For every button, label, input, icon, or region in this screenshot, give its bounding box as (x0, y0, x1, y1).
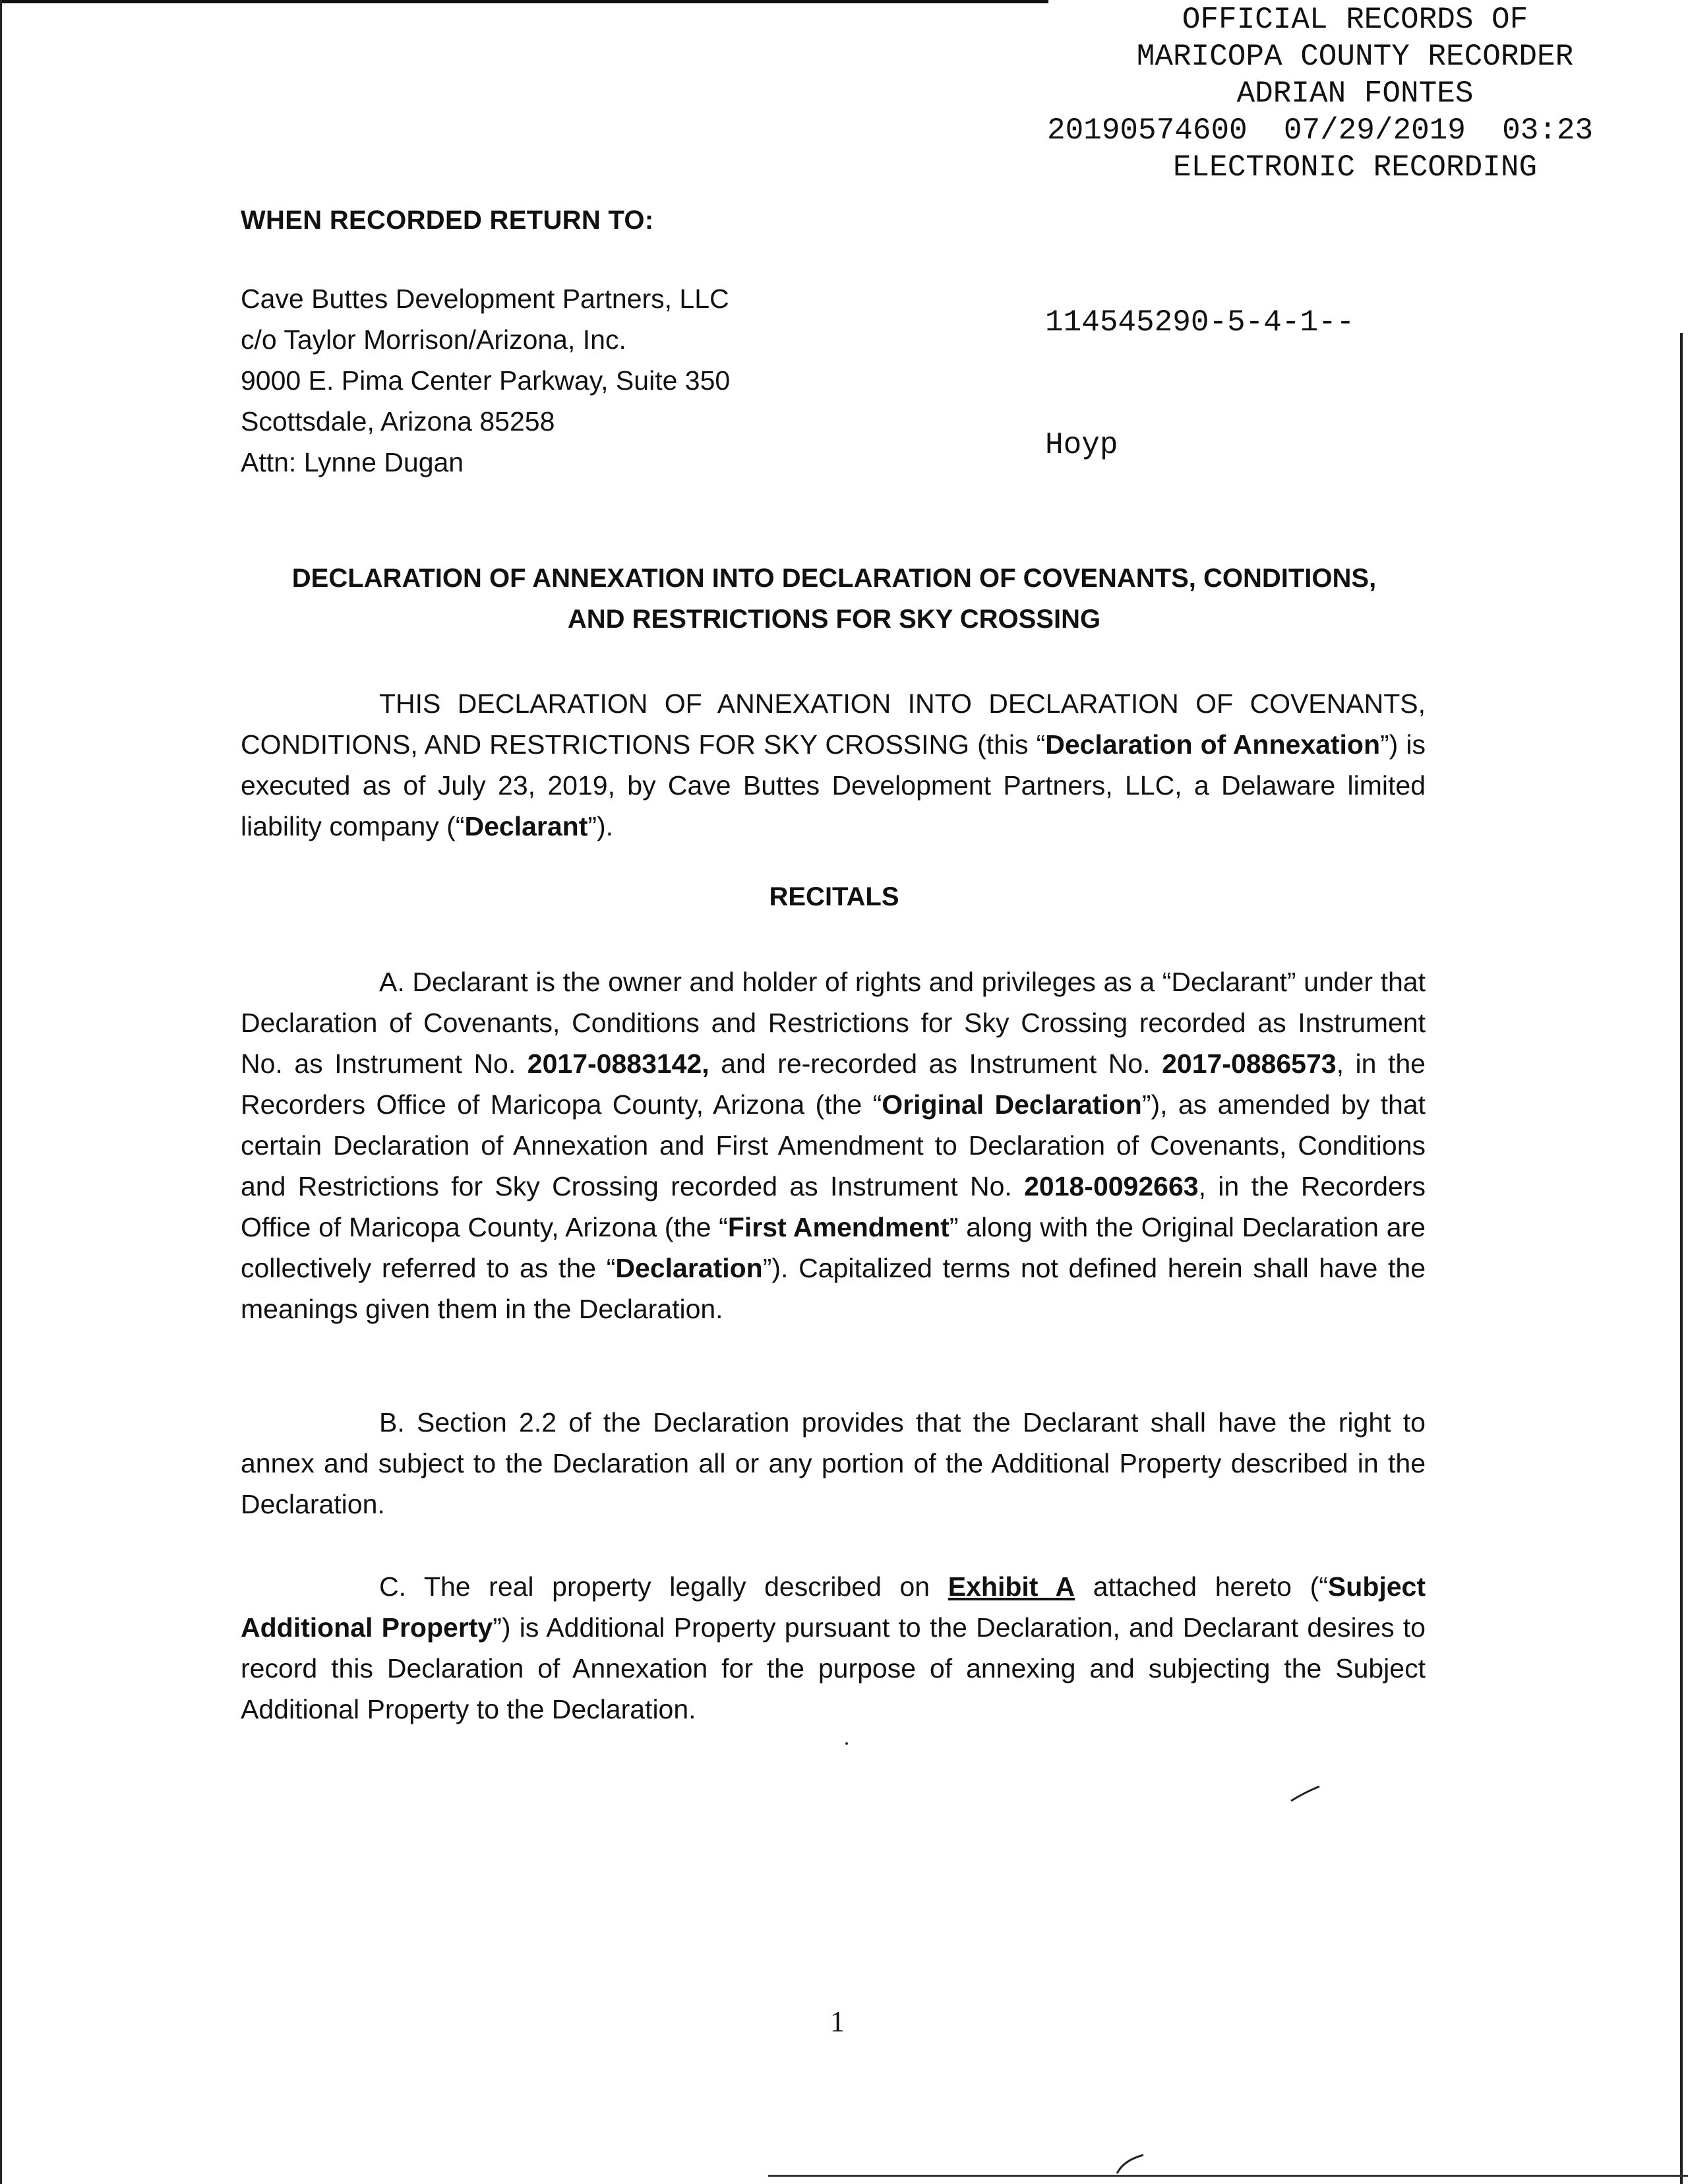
recorder-stamp (1029, 1, 1681, 186)
stamp-line-4: 20190574600 07/29/2019 03:23 (1047, 113, 1594, 148)
title-line-2: AND RESTRICTIONS FOR SKY CROSSING (567, 605, 1101, 634)
address-line-5: Attn: Lynne Dugan (241, 447, 464, 477)
pen-mark-icon (1289, 1784, 1322, 1804)
stamp-line-1: OFFICIAL RECORDS OF (1182, 3, 1528, 37)
page-number: 1 (830, 2005, 845, 2038)
address-line-3: 9000 E. Pima Center Parkway, Suite 350 (241, 365, 731, 396)
stamp-line-5: ELECTRONIC RECORDING (1172, 150, 1538, 185)
dot-mark-icon (844, 1741, 849, 1746)
return-to-address (241, 278, 730, 483)
scan-border-right (1680, 333, 1683, 2184)
title-line-1: DECLARATION OF ANNEXATION INTO DECLARATION OF COVENANTS, CONDITIONS, (291, 564, 1377, 593)
document-title (198, 558, 1470, 640)
recital-b: B. Section 2.2 of the Declaration provides that the Declarant shall have the right to annex and subject to the Declaration all or any portion of the Additional Property described in the Declaration. (241, 1407, 1426, 1519)
stamp-code-line-1: 114545290-5-4-1-- (1045, 305, 1355, 340)
stamp-line-3: ADRIAN FONTES (1236, 76, 1474, 111)
stamp-line-2: MARICOPA COUNTY RECORDER (1136, 40, 1574, 74)
return-to-heading: WHEN RECORDED RETURN TO: (241, 206, 654, 235)
scan-border-left (0, 0, 2, 2184)
intro-paragraph: THIS DECLARATION OF ANNEXATION INTO DECLARATION OF COVENANTS, CONDITIONS, AND RESTRICTIONS FOR SKY CROSSING (this “Declaration of Annexation”) is executed as of July 23, 2019, by Cave Buttes Development Partners, LLC, a Delaware limited liability company (“Declarant”). (241, 688, 1426, 841)
recital-c: C. The real property legally described on Exhibit A attached hereto (“Subject Additional Property”) is Additional Property pursuant to the Declaration, and Declarant desires to record this Declaration of Annexation for the purpose of annexing and subjecting the Subject Additional Property to the Declaration. (241, 1571, 1426, 1724)
address-line-1: Cave Buttes Development Partners, LLC (241, 284, 729, 314)
stamp-code-line-2: Hoyp (1045, 428, 1118, 462)
scan-border-top (0, 0, 1048, 3)
recitals-heading: RECITALS (769, 882, 899, 911)
scan-border-bottom (768, 2175, 1688, 2177)
pen-mark-bottom-icon (1114, 2150, 1147, 2176)
stamp-code (1045, 220, 1354, 547)
address-line-4: Scottsdale, Arizona 85258 (241, 406, 555, 437)
address-line-2: c/o Taylor Morrison/Arizona, Inc. (241, 324, 626, 355)
recital-a: A. Declarant is the owner and holder of rights and privileges as a “Declarant” under that Declaration of Covenants, Conditions and Restrictions for Sky Crossing recorded as Instrument No. as Instrument No. 2017-0883142, and re-recorded as Instrument No. 2017-0886573, in the Recorders Office of Maricopa County, Arizona (the “Original Declaration”), as amended by that certain Declaration of Annexation and First Amendment to Declaration of Covenants, Conditions and Restrictions for Sky Crossing recorded as Instrument No. 2018-0092663, in the Recorders Office of Maricopa County, Arizona (the “First Amendment” along with the Original Declaration are collectively referred to as the “Declaration”). Capitalized terms not defined herein shall have the meanings given them in the Declaration. (241, 967, 1426, 1324)
